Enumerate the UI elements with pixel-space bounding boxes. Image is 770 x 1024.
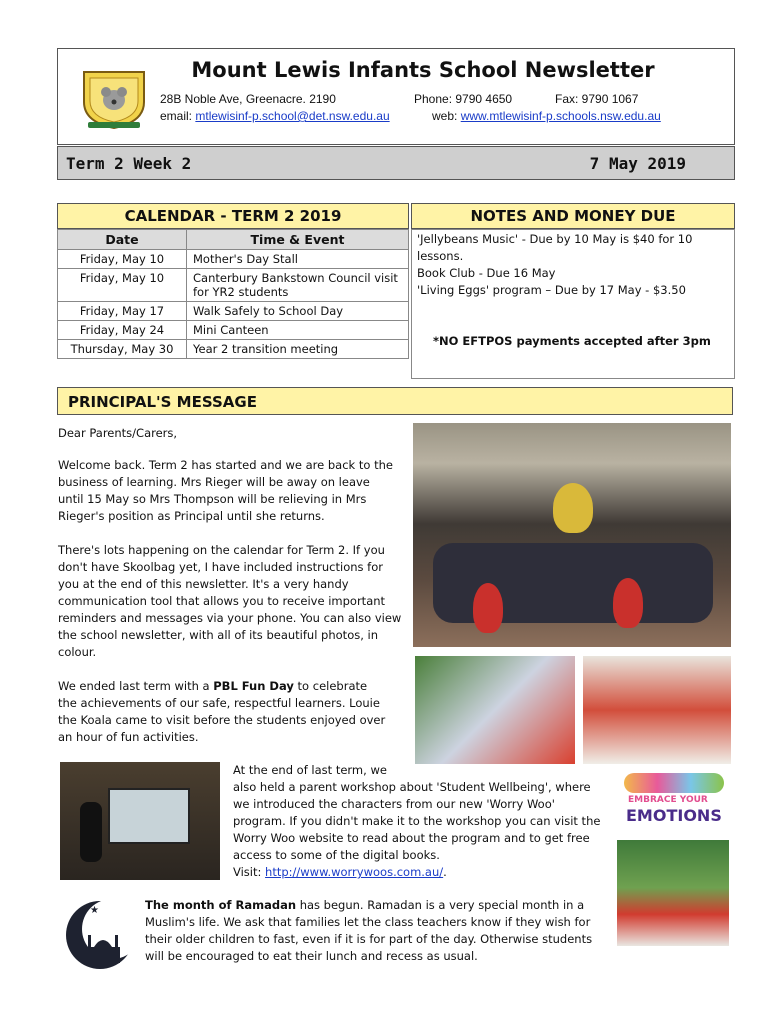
principal-heading: PRINCIPAL'S MESSAGE: [68, 393, 257, 411]
email-label: email:: [160, 109, 193, 123]
calendar-heading: CALENDAR - TERM 2 2019: [57, 203, 409, 229]
calendar-header-row: [58, 230, 409, 250]
school-phone: Phone: 9790 4650: [414, 92, 513, 106]
embrace-emotions-logo: [620, 773, 730, 831]
calendar-date: Friday, May 10: [58, 269, 187, 302]
table-row: [58, 321, 409, 340]
pbl-fun-day: PBL Fun Day: [213, 679, 294, 693]
student: [613, 578, 643, 628]
calendar-event: Mother's Day Stall: [187, 250, 409, 269]
projector-screen: [108, 788, 190, 844]
paragraph-workshop-start: At the end of last term, we: [233, 763, 387, 777]
presenter: [80, 802, 102, 862]
greeting: Dear Parents/Carers,: [58, 426, 178, 440]
worrywoo-link[interactable]: http://www.worrywoos.com.au/: [265, 865, 444, 879]
issue-date: 7 May 2019: [589, 154, 686, 173]
calendar-event: Year 2 transition meeting: [187, 340, 409, 359]
school-crest-logo: [80, 68, 148, 130]
col-event: Time & Event: [187, 230, 409, 250]
koala-mascot: [553, 483, 593, 533]
paragraph-pbl: [58, 678, 388, 746]
col-date: Date: [58, 230, 187, 250]
pbl-post: to celebrate the achievements of our safe, respectful learners. Louie the Koala came to visit before the students enjoyed over an hour of fun activities.: [58, 679, 386, 744]
student: [473, 583, 503, 633]
school-fax: Fax: 9790 1067: [555, 92, 639, 106]
calendar-table: [57, 229, 409, 359]
paragraph-workshop: also held a parent workshop about 'Student Wellbeing', where we introduced the characters from our new 'Worry Woo' program. If you didn't make it to the workshop you can visit the Worry Woo website to read about the program and to get free access to some of the digital books.: [233, 780, 601, 862]
paragraph-welcome: Welcome back. Term 2 has started and we are back to the business of learning. Mrs Rieger will be away on leave until 15 May so Mrs Thompson will be relieving in Mrs Rieger's position as Principal until she returns.: [58, 458, 393, 523]
eftpos-notice: *NO EFTPOS payments accepted after 3pm: [433, 334, 711, 348]
web-link[interactable]: www.mtlewisinf-p.schools.nsw.edu.au: [460, 109, 661, 123]
web-line: [432, 109, 661, 123]
photo-craft-activity: [583, 656, 731, 764]
principal-heading-bar: [57, 387, 733, 415]
calendar-event: Canterbury Bankstown Council visit for YR2 students: [187, 269, 409, 302]
notes-bookclub: Book Club - Due 16 May: [417, 266, 556, 280]
notes-living-eggs: 'Living Eggs' program – Due by 17 May - $3.50: [417, 283, 686, 297]
worrywoo-visit: [233, 864, 447, 881]
calendar-event: Mini Canteen: [187, 321, 409, 340]
worry-woo-characters: [624, 773, 724, 793]
table-row: [58, 302, 409, 321]
photo-students-with-koala: [413, 423, 731, 647]
calendar-event: Walk Safely to School Day: [187, 302, 409, 321]
term-bar: [57, 146, 735, 180]
ramadan-bold: The month of Ramadan: [145, 898, 297, 912]
paragraph-skoolbag: There's lots happening on the calendar for Term 2. If you don't have Skoolbag yet, I have included instructions for you at the end of this newsletter. It's a very handy communication tool that allows you to receive important reminders and messages via your phone. You can also view the school newsletter, with all of its beautiful photos, in colour.: [58, 543, 402, 659]
visit-label: Visit:: [233, 865, 266, 879]
pbl-pre: We ended last term with a: [58, 679, 214, 693]
embrace-text: EMBRACE YOUR: [628, 795, 708, 805]
school-address: 28B Noble Ave, Greenacre. 2190: [160, 92, 336, 106]
email-link[interactable]: mtlewisinf-p.school@det.nsw.edu.au: [195, 109, 390, 123]
calendar-date: Friday, May 24: [58, 321, 187, 340]
crescent-moon-mosque-icon: [60, 895, 140, 975]
photo-parent-workshop: [60, 762, 220, 880]
table-row: [58, 269, 409, 302]
calendar-date: Thursday, May 30: [58, 340, 187, 359]
notes-heading: NOTES AND MONEY DUE: [411, 203, 735, 229]
table-row: [58, 250, 409, 269]
visit-end: .: [443, 865, 447, 879]
calendar-date: Friday, May 17: [58, 302, 187, 321]
photo-student-painted-hands: [617, 840, 729, 946]
paragraph-ramadan: [145, 897, 607, 965]
calendar-date: Friday, May 10: [58, 250, 187, 269]
table-row: [58, 340, 409, 359]
term-week: Term 2 Week 2: [66, 154, 192, 173]
email-line: [160, 109, 390, 123]
svg-text:★: ★: [90, 905, 99, 916]
ramadan-text: has begun. Ramadan is a very special month in a Muslim's life. We ask that families let the class teachers know if they wish for their older children to fast, even if it is for part of the day. Otherwise students will be encouraged to eat their lunch and recess as usual.: [145, 898, 593, 963]
newsletter-title: Mount Lewis Infants School Newsletter: [191, 58, 655, 82]
notes-jellybeans: 'Jellybeans Music' - Due by 10 May is $40 for 10 lessons.: [417, 232, 693, 263]
web-label: web:: [432, 109, 458, 123]
emotions-text: EMOTIONS: [626, 806, 722, 825]
photo-painting-activity: [415, 656, 575, 764]
